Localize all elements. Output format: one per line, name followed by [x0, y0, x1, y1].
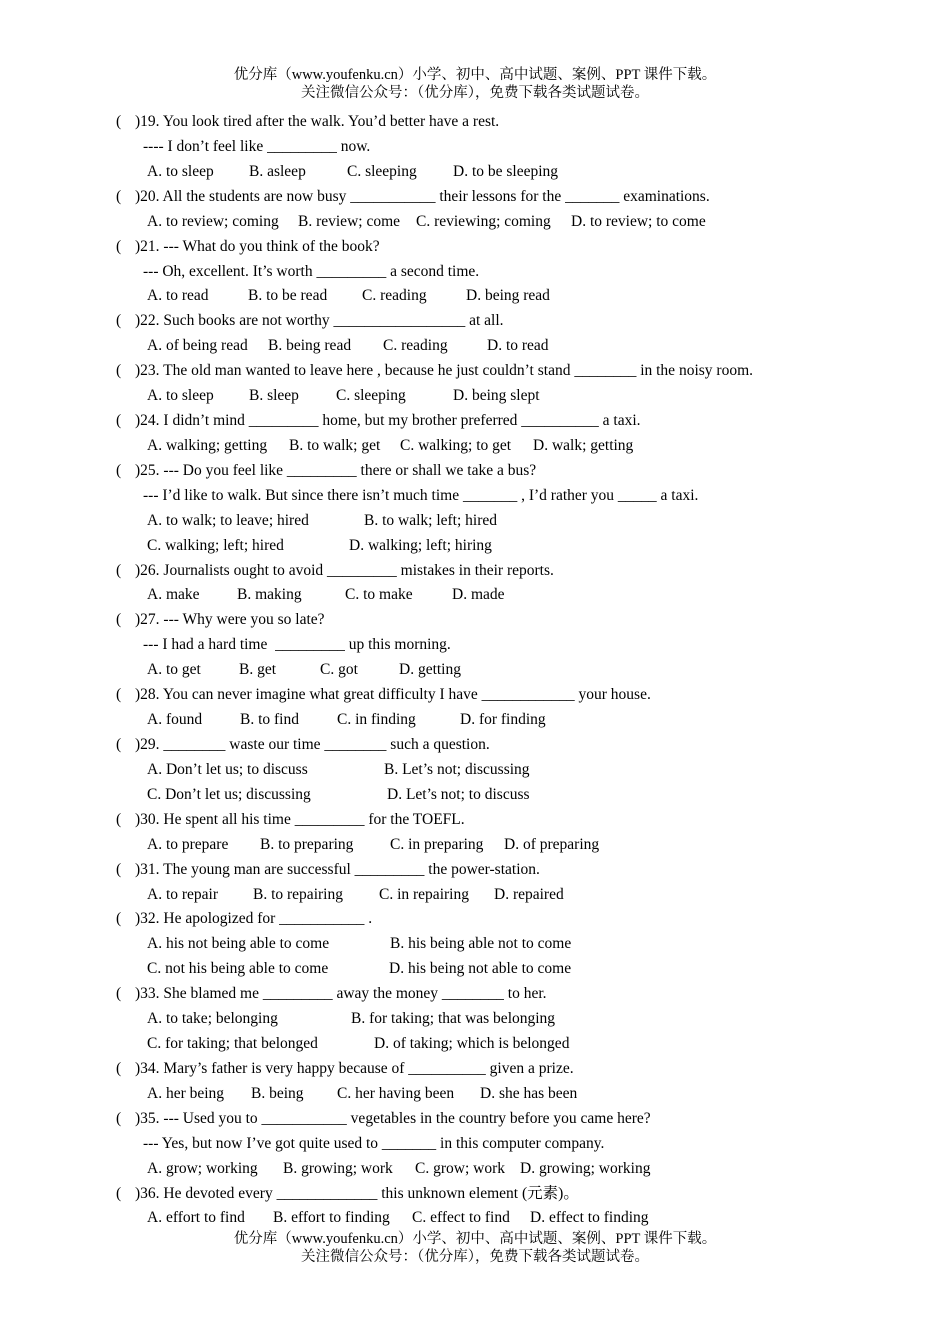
answer-paren: (	[116, 736, 122, 753]
question-stem: )29. ________ waste our time ________ such a question.	[135, 736, 490, 753]
answer-option: C. walking; to get	[400, 436, 512, 454]
answer-option: C. walking; left; hired	[147, 536, 284, 554]
footer-line-1: 优分库（www.youfenku.cn）小学、初中、高中试题、案例、PPT 课件下载。	[233, 1231, 717, 1247]
answer-option: B. asleep	[249, 162, 306, 180]
answer-paren: (	[116, 1184, 122, 1202]
answer-option: A. to take; belonging	[147, 1010, 278, 1028]
answer-option: D. for finding	[460, 711, 546, 729]
answer-option: B. review; come	[298, 212, 401, 230]
answer-option: C. sleeping	[336, 387, 406, 405]
answer-option: A. his not being able to come	[147, 935, 330, 953]
answer-option: B. sleep	[249, 387, 299, 405]
answer-option: C. in repairing	[379, 885, 469, 903]
answer-option: D. his being not able to come	[389, 960, 572, 978]
answer-option: D. being slept	[453, 387, 540, 405]
question-stem: )25. --- Do you feel like _________ there or shall we take a bus?	[135, 461, 537, 479]
answer-paren: (	[116, 985, 122, 1003]
question-stem: )20. All the students are now busy ___________ their lessons for the _______ examinations.	[135, 187, 710, 205]
answer-option: A. walking; getting	[147, 436, 268, 454]
answer-option: D. growing; working	[520, 1159, 651, 1177]
answer-option: D. to review; to come	[571, 212, 706, 230]
answer-paren: (	[116, 910, 122, 928]
answer-option: C. reviewing; coming	[416, 212, 551, 230]
question-stem: )27. --- Why were you so late?	[135, 611, 325, 629]
answer-option: C. in preparing	[390, 835, 484, 853]
header-line-1: 优分库（www.youfenku.cn）小学、初中、高中试题、案例、PPT 课件下载。	[233, 67, 717, 83]
answer-option: C. reading	[383, 337, 448, 355]
question-stem: )31. The young man are successful _________ the power-station.	[135, 860, 540, 878]
answer-option: B. being read	[268, 337, 352, 355]
question-stem: )36. He devoted every _____________ this unknown element (元素)。	[135, 1184, 579, 1202]
answer-option: B. to find	[240, 711, 299, 729]
answer-paren: (	[116, 1059, 122, 1077]
question-stem: )26. Journalists ought to avoid _________ mistakes in their reports.	[135, 561, 554, 579]
page-footer	[0, 1230, 950, 1266]
question-stem: )33. She blamed me _________ away the money ________ to her.	[135, 985, 547, 1003]
answer-option: A. to prepare	[147, 835, 229, 853]
answer-option: B. to be read	[248, 287, 328, 305]
answer-option: B. to walk; get	[289, 436, 381, 454]
answer-option: A. Don’t let us; to discuss	[147, 760, 308, 778]
question-dialogue: --- Oh, excellent. It’s worth _________ a second time.	[143, 262, 480, 280]
question-stem: )30. He spent all his time _________ for the TOEFL.	[135, 810, 465, 828]
answer-option: B. for taking; that was belonging	[351, 1010, 556, 1028]
answer-option: C. effect to find	[412, 1209, 510, 1227]
answer-option: B. Let’s not; discussing	[384, 760, 530, 778]
answer-option: C. to make	[345, 586, 413, 604]
answer-option: D. of preparing	[504, 835, 600, 853]
answer-paren: (	[116, 187, 122, 205]
answer-option: D. effect to finding	[530, 1209, 649, 1227]
answer-option: A. to get	[147, 661, 201, 679]
answer-option: B. to preparing	[260, 835, 354, 853]
answer-option: C. Don’t let us; discussing	[147, 785, 311, 803]
answer-option: C. got	[320, 661, 358, 679]
answer-option: C. grow; work	[415, 1159, 505, 1177]
answer-option: A. to sleep	[147, 162, 214, 180]
answer-option: C. in finding	[337, 711, 416, 729]
question-stem: )23. The old man wanted to leave here , because he just couldn’t stand ________ in the noisy room.	[135, 362, 753, 380]
question-stem: )21. --- What do you think of the book?	[135, 237, 380, 255]
answer-paren: (	[116, 113, 122, 130]
answer-option: B. growing; work	[283, 1159, 393, 1177]
answer-option: B. get	[239, 661, 277, 679]
answer-option: C. not his being able to come	[147, 960, 329, 978]
answer-option: A. found	[147, 711, 203, 729]
answer-option: C. reading	[362, 287, 427, 305]
answer-option: D. walk; getting	[533, 436, 634, 454]
answer-paren: (	[116, 810, 122, 828]
question-stem: )28. You can never imagine what great difficulty I have ____________ your house.	[135, 686, 651, 704]
question-dialogue: --- I had a hard time _________ up this morning.	[143, 636, 451, 654]
footer-line-2: 关注微信公众号：（优分库），免费下载各类试题试卷。	[301, 1249, 649, 1265]
answer-option: D. to read	[487, 337, 549, 355]
question-stem: )19. You look tired after the walk. You’d better have a rest.	[135, 113, 500, 130]
answer-option: B. being	[251, 1084, 304, 1102]
question-dialogue: --- I’d like to walk. But since there isn’t much time _______ , I’d rather you _____ a taxi.	[143, 486, 699, 504]
answer-paren: (	[116, 686, 122, 704]
header-line-2: 关注微信公众号：（优分库），免费下载各类试题试卷。	[301, 85, 649, 101]
question-stem: )34. Mary’s father is very happy because of __________ given a prize.	[135, 1059, 574, 1077]
answer-paren: (	[116, 312, 122, 330]
question-stem: )24. I didn’t mind _________ home, but my brother preferred __________ a taxi.	[135, 412, 641, 430]
answer-option: D. walking; left; hiring	[349, 536, 492, 554]
question-stem: )32. He apologized for ___________ .	[135, 910, 373, 928]
question-dialogue: ---- I don’t feel like _________ now.	[143, 137, 371, 155]
answer-option: B. to repairing	[253, 885, 343, 903]
answer-option: D. repaired	[494, 885, 564, 903]
answer-option: D. to be sleeping	[453, 162, 559, 180]
answer-option: D. of taking; which is belonged	[374, 1035, 570, 1053]
answer-option: B. his being able not to come	[390, 935, 572, 953]
page-header	[0, 66, 950, 102]
answer-option: A. her being	[147, 1084, 225, 1102]
answer-option: B. to walk; left; hired	[364, 511, 498, 529]
answer-paren: (	[116, 561, 122, 579]
answer-option: D. getting	[399, 661, 461, 679]
answer-option: D. Let’s not; to discuss	[387, 785, 530, 803]
question-dialogue: --- Yes, but now I’ve got quite used to _______ in this computer company.	[143, 1134, 605, 1152]
answer-option: C. for taking; that belonged	[147, 1035, 318, 1053]
answer-option: A. to read	[147, 287, 209, 305]
answer-paren: (	[116, 860, 122, 878]
answer-option: A. grow; working	[147, 1159, 258, 1177]
answer-paren: (	[116, 461, 122, 479]
answer-option: A. to walk; to leave; hired	[147, 511, 309, 529]
answer-option: C. sleeping	[347, 162, 417, 180]
answer-option: A. of being read	[147, 337, 248, 355]
answer-option: A. to sleep	[147, 387, 214, 405]
answer-option: A. effort to find	[147, 1209, 245, 1227]
answer-paren: (	[116, 611, 122, 629]
answer-paren: (	[116, 237, 122, 255]
answer-option: D. being read	[466, 287, 550, 305]
answer-paren: (	[116, 412, 122, 430]
answer-option: B. effort to finding	[273, 1209, 390, 1227]
answer-option: A. to review; coming	[147, 212, 279, 230]
answer-paren: (	[116, 362, 122, 380]
answer-paren: (	[116, 1109, 122, 1127]
answer-option: D. she has been	[480, 1084, 578, 1102]
question-stem: )35. --- Used you to ___________ vegetables in the country before you came here?	[135, 1109, 651, 1127]
answer-option: D. made	[452, 586, 505, 604]
answer-option: A. to repair	[147, 885, 219, 903]
question-stem: )22. Such books are not worthy _________________ at all.	[135, 312, 504, 330]
answer-option: B. making	[237, 586, 302, 604]
answer-option: C. her having been	[337, 1084, 455, 1102]
answer-option: A. make	[147, 586, 200, 604]
